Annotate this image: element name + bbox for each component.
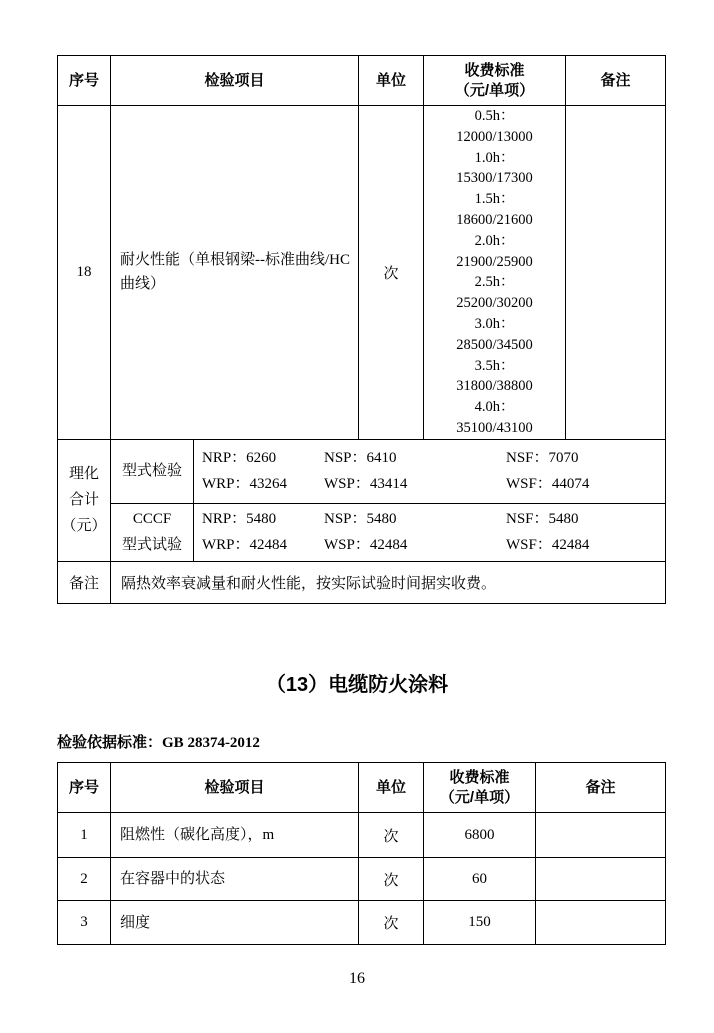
row-item: 细度 <box>111 901 359 945</box>
fee-entry: 1.5h： 18600/21600 <box>456 191 533 228</box>
table2-header-remark: 备注 <box>536 763 666 813</box>
row-item: 在容器中的状态 <box>111 858 359 901</box>
row-no: 2 <box>58 858 111 901</box>
table1-header-no: 序号 <box>58 56 111 106</box>
table2-header-fee <box>424 763 536 813</box>
fee-table-cable-coating <box>57 762 666 945</box>
standard-line <box>57 731 260 752</box>
table-row <box>58 901 666 945</box>
row18-item: 耐火性能（单根钢梁--标准曲线/HC 曲线） <box>111 106 359 440</box>
table1-header-fee-line2: （元/单项） <box>454 81 535 99</box>
standard-value: GB 28374-2012 <box>162 735 260 751</box>
fee-entry: 0.5h： 12000/13000 <box>456 108 533 145</box>
table1-header-unit: 单位 <box>359 56 424 106</box>
row18-no: 18 <box>58 106 111 440</box>
fee-entry: 3.0h： 28500/34500 <box>456 315 533 353</box>
row-unit: 次 <box>359 901 424 945</box>
table-row <box>58 858 666 901</box>
row-no: 3 <box>58 901 111 945</box>
fee-entry: 1.0h： 15300/17300 <box>456 149 533 187</box>
row-no: 1 <box>58 813 111 858</box>
fee-table-fire-resistance <box>57 55 666 604</box>
fee-entry: 3.5h： 31800/38800 <box>456 357 533 395</box>
table-row <box>58 813 666 858</box>
summary-col-nsf: NSF：5480 WSF：42484 <box>506 511 590 554</box>
summary-col-nrp: NRP：5480 WRP：42484 <box>202 511 288 554</box>
table1-header-fee <box>424 56 566 106</box>
table2-header-unit: 单位 <box>359 763 424 813</box>
summary-col-nsp: NSP：6410 WSP：43414 <box>324 450 408 493</box>
table1-note-row <box>58 561 666 603</box>
table1-header-item: 检验项目 <box>111 56 359 106</box>
table1-header-row <box>58 56 666 106</box>
fee-entry: 2.5h： 25200/30200 <box>456 274 533 312</box>
summary-type-2: CCCF 型式试验 <box>111 503 194 561</box>
summary-label: 理化 合计 （元） <box>58 439 111 561</box>
row18-remark-cell <box>566 106 666 440</box>
summary-col-nsp: NSP：5480 WSP：42484 <box>324 511 408 554</box>
table2-header-item: 检验项目 <box>111 763 359 813</box>
standard-label: 检验依据标准： <box>57 734 163 751</box>
row-fee: 150 <box>424 901 536 945</box>
row18-fee-list <box>424 106 566 440</box>
table1-header-remark: 备注 <box>566 56 666 106</box>
section-title: （13）电缆防火涂料 <box>265 674 449 696</box>
row-unit: 次 <box>359 813 424 858</box>
table2-header-fee-line2: （元/单项） <box>439 788 520 806</box>
page-number: 16 <box>349 970 365 987</box>
row-unit: 次 <box>359 858 424 901</box>
table1-row-18 <box>58 106 666 440</box>
summary-values-1 <box>194 439 666 503</box>
row-fee: 6800 <box>424 813 536 858</box>
table1-summary-row-1 <box>58 439 666 503</box>
note-text: 隔热效率衰减量和耐火性能，按实际试验时间据实收费。 <box>111 561 666 603</box>
row-remark <box>536 901 666 945</box>
summary-type-1: 型式检验 <box>111 439 194 503</box>
table2-header-no: 序号 <box>58 763 111 813</box>
fee-entry: 4.0h： 35100/43100 <box>456 399 533 436</box>
summary-col-nrp: NRP：6260 WRP：43264 <box>202 450 288 493</box>
row-remark <box>536 813 666 858</box>
row-item: 阻燃性（碳化高度），m <box>111 813 359 858</box>
table1-header-fee-line1: 收费标准 <box>464 61 525 79</box>
note-label: 备注 <box>58 561 111 603</box>
row-fee: 60 <box>424 858 536 901</box>
row18-unit: 次 <box>359 106 424 440</box>
row-remark <box>536 858 666 901</box>
summary-values-2 <box>194 503 666 561</box>
fee-entry: 2.0h： 21900/25900 <box>456 232 533 270</box>
summary-col-nsf: NSF：7070 WSF：44074 <box>506 450 590 493</box>
table2-header-fee-line1: 收费标准 <box>449 768 510 786</box>
table1-summary-row-2 <box>58 503 666 561</box>
table2-header-row <box>58 763 666 813</box>
